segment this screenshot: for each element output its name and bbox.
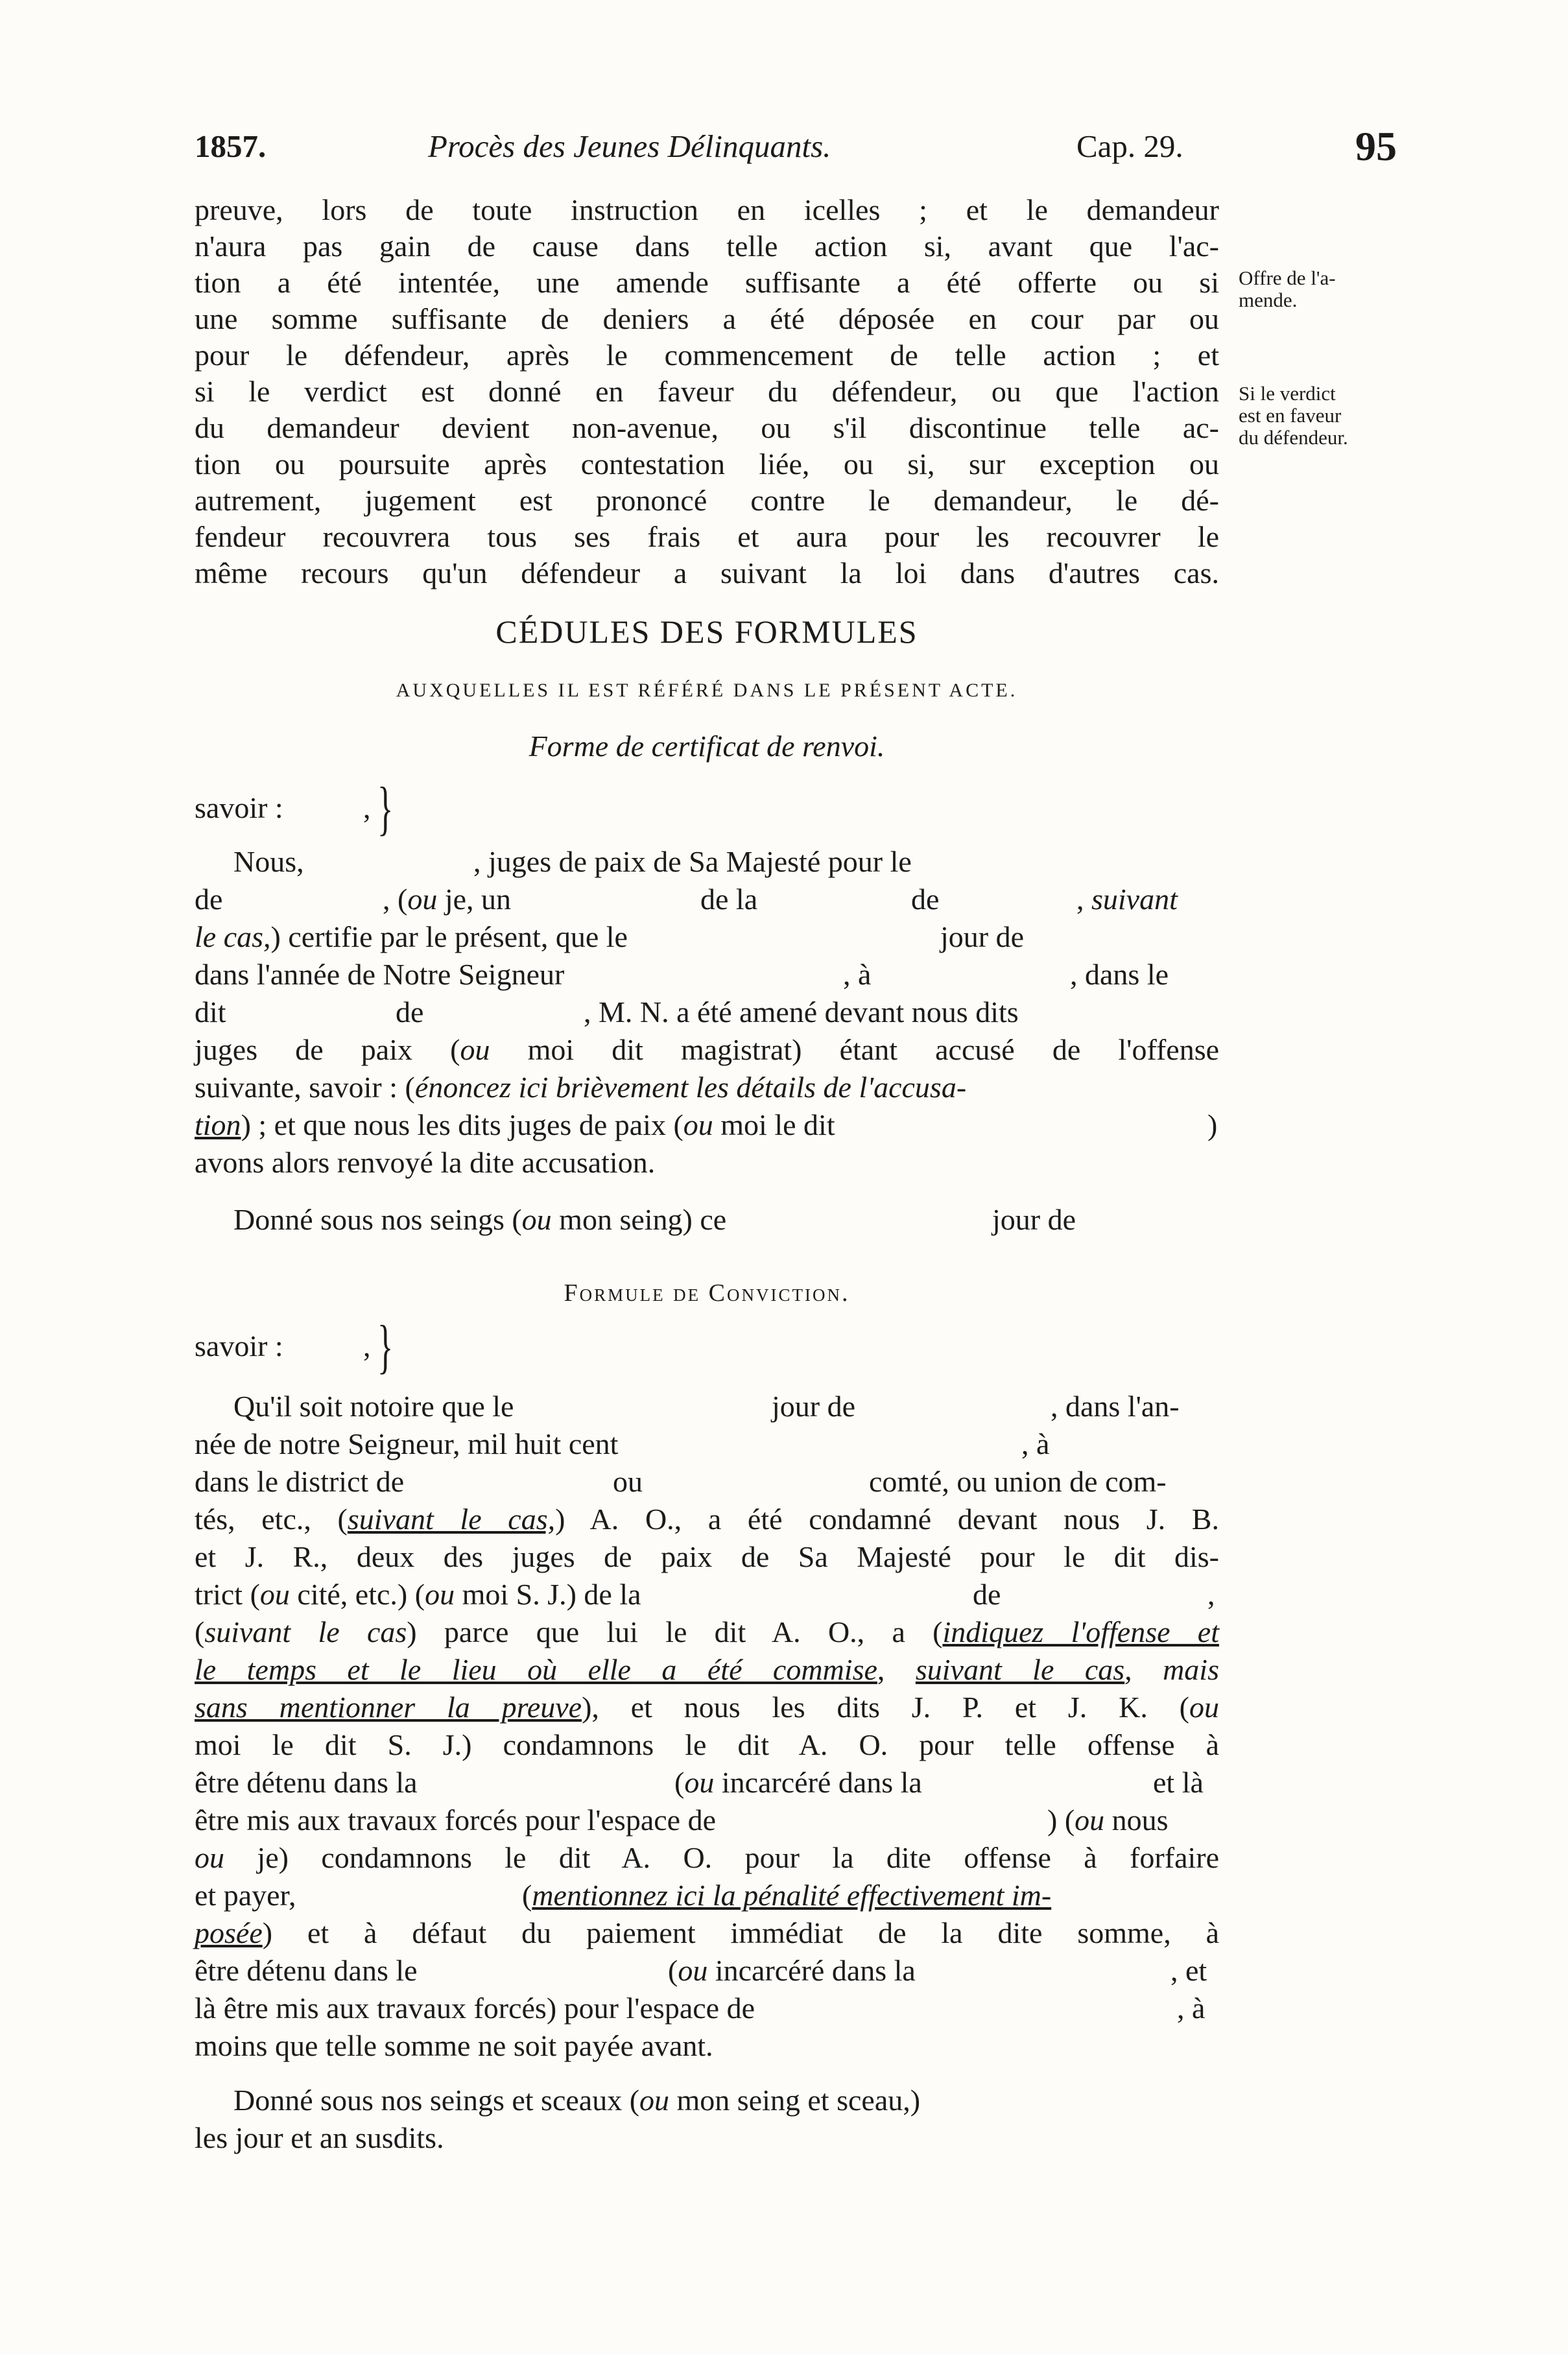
form-text: , à	[843, 958, 872, 991]
form-text: , à	[1021, 1427, 1050, 1460]
form-text: , dans le	[1070, 958, 1169, 991]
form-text: et payer,	[195, 1879, 296, 1912]
running-head-chapter: Cap. 29.	[1076, 128, 1183, 164]
form-text: le temps et le lieu où elle a été commise, suivant le cas, mais	[195, 1653, 1219, 1686]
form-text: dans le district de	[195, 1465, 405, 1498]
form-text: de	[911, 883, 940, 916]
form-text: le cas,) certifie par le présent, que le	[195, 920, 628, 953]
margin-note-line: mende.	[1239, 289, 1298, 311]
schedule-subheading: AUXQUELLES IL EST RÉFÉRÉ DANS LE PRÉSENT ACTE.	[396, 680, 1018, 701]
form-text: moins que telle somme ne soit payée avant.	[195, 2029, 713, 2062]
form-text: et J. R., deux des juges de paix de Sa Majesté pour le dit dis-	[195, 1540, 1219, 1573]
form-text: , (ou je, un	[383, 883, 512, 916]
form-text: (ou incarcéré dans la	[674, 1766, 922, 1799]
form-text: Qu'il soit notoire que le	[233, 1390, 514, 1423]
form-text: avons alors renvoyé la dite accusation.	[195, 1146, 656, 1179]
form-text: tés, etc., (suivant le cas,) A. O., a été condamné devant nous J. B.	[195, 1503, 1219, 1536]
form-text: jour de	[992, 1203, 1076, 1236]
form-text: trict (ou cité, etc.) (ou moi S. J.) de la	[195, 1578, 641, 1611]
form-text: de	[973, 1578, 1001, 1611]
body-line: tion ou poursuite après contestation liée, ou si, sur exception ou	[195, 447, 1219, 481]
form-text: ,	[1207, 1578, 1215, 1611]
margin-note-verdict	[1239, 383, 1407, 449]
form-text: jour de	[940, 920, 1025, 953]
form-text: juges de paix (ou moi dit magistrat) étant accusé de l'offense	[195, 1033, 1220, 1066]
margin-note-offre	[1239, 267, 1407, 311]
form-text: tion) ; et que nous les dits juges de paix (ou moi le dit	[195, 1108, 835, 1141]
form-title-conviction: Formule de Conviction.	[564, 1279, 850, 1307]
form-text: ) (ou nous	[1047, 1803, 1169, 1837]
form-text: être mis aux travaux forcés pour l'espace de	[195, 1803, 716, 1837]
form-text: )	[1207, 1108, 1218, 1141]
savoir-label: savoir :	[195, 791, 283, 824]
jurisdiction-brace: savoir : , }	[195, 775, 393, 841]
form-text: de	[396, 995, 424, 1028]
margin-note-line: du défendeur.	[1239, 426, 1348, 449]
form-text: comté, ou union de com-	[869, 1465, 1167, 1498]
form-text: être détenu dans le	[195, 1954, 418, 1987]
body-line: même recours qu'un défendeur a suivant la loi dans d'autres cas.	[195, 556, 1219, 589]
body-line: autrement, jugement est prononcé contre le demandeur, le dé-	[195, 484, 1219, 517]
savoir-label: savoir :	[195, 1329, 283, 1362]
form-text: là être mis aux travaux forcés) pour l'espace de	[195, 1991, 755, 2025]
form-text: sans mentionner la preuve), et nous les dits J. P. et J. K. (ou	[195, 1691, 1220, 1724]
body-line: du demandeur devient non-avenue, ou s'il discontinue telle ac-	[195, 411, 1219, 444]
form-text: Nous,	[233, 845, 304, 878]
form-date-line: Donné sous nos seings et sceaux (ou mon seing et sceau,)	[233, 2084, 921, 2117]
form-text: , dans l'an-	[1051, 1390, 1180, 1423]
form-text: , à	[1177, 1991, 1206, 2025]
form-text: née de notre Seigneur, mil huit cent	[195, 1427, 619, 1460]
form-text: suivante, savoir : (énoncez ici brièvement les détails de l'accusa-	[195, 1071, 967, 1104]
running-head-title: Procès des Jeunes Délinquants.	[428, 128, 831, 164]
body-line: si le verdict est donné en faveur du défendeur, ou que l'action	[195, 375, 1219, 408]
form-text: posée) et à défaut du paiement immédiat de la dite somme, à	[195, 1916, 1219, 1949]
schedule-heading: CÉDULES DES FORMULES	[495, 613, 918, 650]
margin-note-line: Offre de l'a-	[1239, 267, 1336, 289]
body-line: n'aura pas gain de cause dans telle action si, avant que l'ac-	[195, 230, 1219, 263]
form-title-renvoi: Forme de certificat de renvoi.	[529, 730, 885, 763]
form-text: de	[195, 883, 223, 916]
form-text: être détenu dans la	[195, 1766, 418, 1799]
form-text: ou	[613, 1465, 643, 1498]
running-head-year: 1857.	[195, 128, 267, 164]
jurisdiction-brace: savoir : , }	[195, 1313, 393, 1379]
form-date-line: Donné sous nos seings (ou mon seing) ce	[233, 1203, 727, 1236]
form-text: (mentionnez ici la pénalité effectivement im-	[522, 1879, 1052, 1912]
form-date-line: les jour et an susdits.	[195, 2121, 444, 2154]
form-text: (suivant le cas) parce que lui le dit A. O., a (indiquez l'offense et	[195, 1615, 1219, 1648]
margin-note-line: est en faveur	[1239, 404, 1342, 427]
body-line: fendeur recouvrera tous ses frais et aura pour les recouvrer le	[195, 520, 1219, 553]
form-text: jour de	[772, 1390, 856, 1423]
body-line: preuve, lors de toute instruction en icelles ; et le demandeur	[195, 193, 1219, 226]
form-text: dit	[195, 995, 226, 1028]
form-text: ou je) condamnons le dit A. O. pour la dite offense à forfaire	[195, 1841, 1219, 1874]
margin-note-line: Si le verdict	[1239, 382, 1336, 405]
form-text: , M. N. a été amené devant nous dits	[584, 995, 1019, 1028]
form-text: , et	[1170, 1954, 1207, 1987]
form-text: , suivant	[1076, 883, 1178, 916]
form-text: , juges de paix de Sa Majesté pour le	[473, 845, 912, 878]
body-line: pour le défendeur, après le commencement de telle action ; et	[195, 339, 1219, 372]
form-text: de la	[700, 883, 758, 916]
body-line: tion a été intentée, une amende suffisante a été offerte ou si	[195, 266, 1219, 299]
form-text: dans l'année de Notre Seigneur	[195, 958, 565, 991]
body-line: une somme suffisante de deniers a été déposée en cour par ou	[195, 302, 1219, 335]
page-number: 95	[1355, 123, 1397, 169]
form-text: moi le dit S. J.) condamnons le dit A. O. pour telle offense à	[195, 1728, 1219, 1761]
form-text: (ou incarcéré dans la	[668, 1954, 916, 1987]
form-text: et là	[1153, 1766, 1204, 1799]
